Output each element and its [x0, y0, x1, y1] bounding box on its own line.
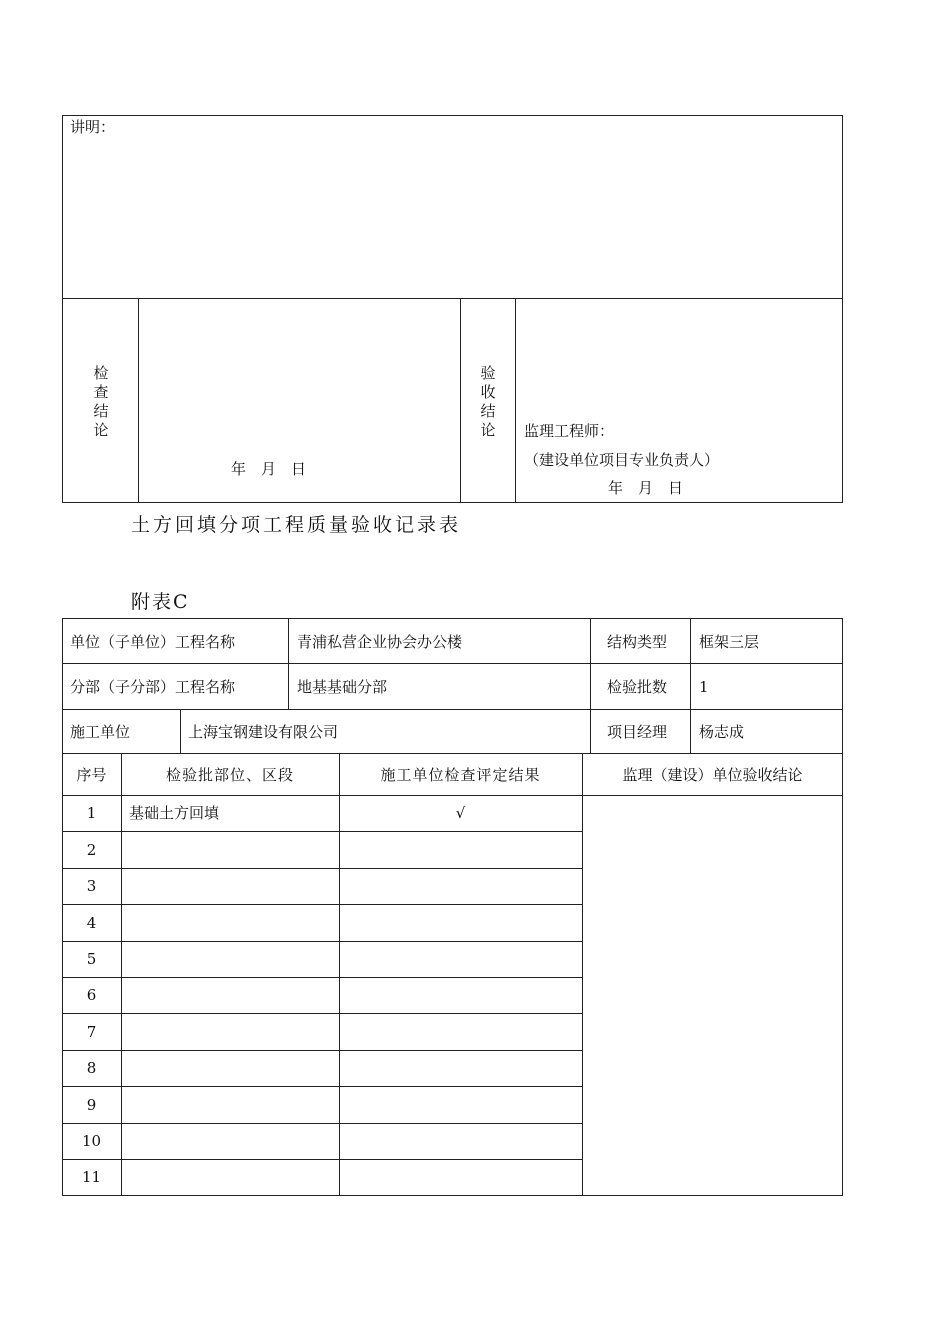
- table-row-line: [62, 868, 583, 869]
- top-col-line-3: [515, 298, 516, 503]
- batch-count-label: 检验批数: [607, 678, 668, 696]
- contractor-value: 上海宝钢建设有限公司: [188, 723, 339, 741]
- row-number: 7: [86, 1023, 97, 1041]
- top-col-line-2: [460, 298, 461, 503]
- batch-count-value: 1: [699, 678, 709, 696]
- row-number: 6: [86, 986, 97, 1004]
- detail-col-line: [582, 753, 583, 1196]
- top-divider: [62, 298, 843, 299]
- row-result: √: [455, 804, 466, 822]
- row-number: 10: [81, 1132, 102, 1150]
- table-row-line: [62, 831, 583, 832]
- acceptance-label: [478, 364, 498, 440]
- table-row-line: [62, 1086, 583, 1087]
- inspection-char: 检: [93, 364, 109, 382]
- structure-label: 结构类型: [607, 633, 668, 651]
- acceptance-char: 结: [480, 402, 496, 420]
- table-row-line: [62, 1013, 583, 1014]
- acceptance-char: 收: [480, 383, 496, 401]
- appendix-label: 附表C: [131, 591, 190, 613]
- inspection-char: 结: [93, 402, 109, 420]
- info-col-line: [180, 709, 181, 753]
- form-title: 土方回填分项工程质量验收记录表: [131, 514, 462, 536]
- row-number: 11: [81, 1168, 102, 1186]
- division-label: 分部（子分部）工程名称: [70, 678, 236, 696]
- contractor-label: 施工单位: [70, 723, 131, 741]
- header-bottom-line: [62, 795, 843, 796]
- detail-col-line: [121, 753, 122, 1196]
- row-number: 5: [86, 950, 97, 968]
- inspection-label: [91, 364, 111, 440]
- inspection-char: 论: [93, 421, 109, 439]
- unit-label: 单位（子单位）工程名称: [70, 633, 236, 651]
- note-label: 讲明：: [70, 118, 116, 136]
- manager-value: 杨志成: [699, 723, 745, 741]
- acceptance-char: 验: [480, 364, 496, 382]
- owner-label: （建设单位项目专业负责人）: [524, 451, 720, 469]
- row-number: 9: [86, 1096, 97, 1114]
- info-row-line: [62, 753, 843, 754]
- info-col-line: [288, 618, 289, 709]
- row-number: 4: [86, 914, 97, 932]
- info-col-line: [690, 618, 691, 753]
- header-conclusion: 监理（建设）单位验收结论: [622, 766, 803, 784]
- row-number: 1: [86, 804, 97, 822]
- table-row-line: [62, 977, 583, 978]
- header-no: 序号: [76, 766, 107, 784]
- row-number: 8: [86, 1059, 97, 1077]
- row-number: 2: [86, 841, 97, 859]
- supervisor-label: 监理工程师：: [524, 422, 615, 440]
- structure-value: 框架三层: [699, 633, 760, 651]
- division-value: 地基基础分部: [297, 678, 388, 696]
- info-col-line: [590, 618, 591, 753]
- table-row-line: [62, 904, 583, 905]
- header-result: 施工单位检查评定结果: [380, 766, 541, 784]
- table-row-line: [62, 1050, 583, 1051]
- row-number: 3: [86, 877, 97, 895]
- inspection-date: 年 月 日: [231, 460, 307, 478]
- info-row-line: [62, 663, 843, 664]
- top-section: [62, 115, 843, 503]
- table-row-line: [62, 941, 583, 942]
- header-location: 检验批部位、区段: [165, 766, 294, 784]
- top-col-line-1: [138, 298, 139, 503]
- acceptance-date: 年 月 日: [608, 479, 684, 497]
- table-row-line: [62, 1159, 583, 1160]
- manager-label: 项目经理: [607, 723, 668, 741]
- table-row-line: [62, 1123, 583, 1124]
- acceptance-char: 论: [480, 421, 496, 439]
- inspection-char: 查: [93, 383, 109, 401]
- info-table: [62, 618, 843, 1196]
- row-location: 基础土方回填: [129, 804, 220, 822]
- unit-value: 青浦私营企业协会办公楼: [297, 633, 463, 651]
